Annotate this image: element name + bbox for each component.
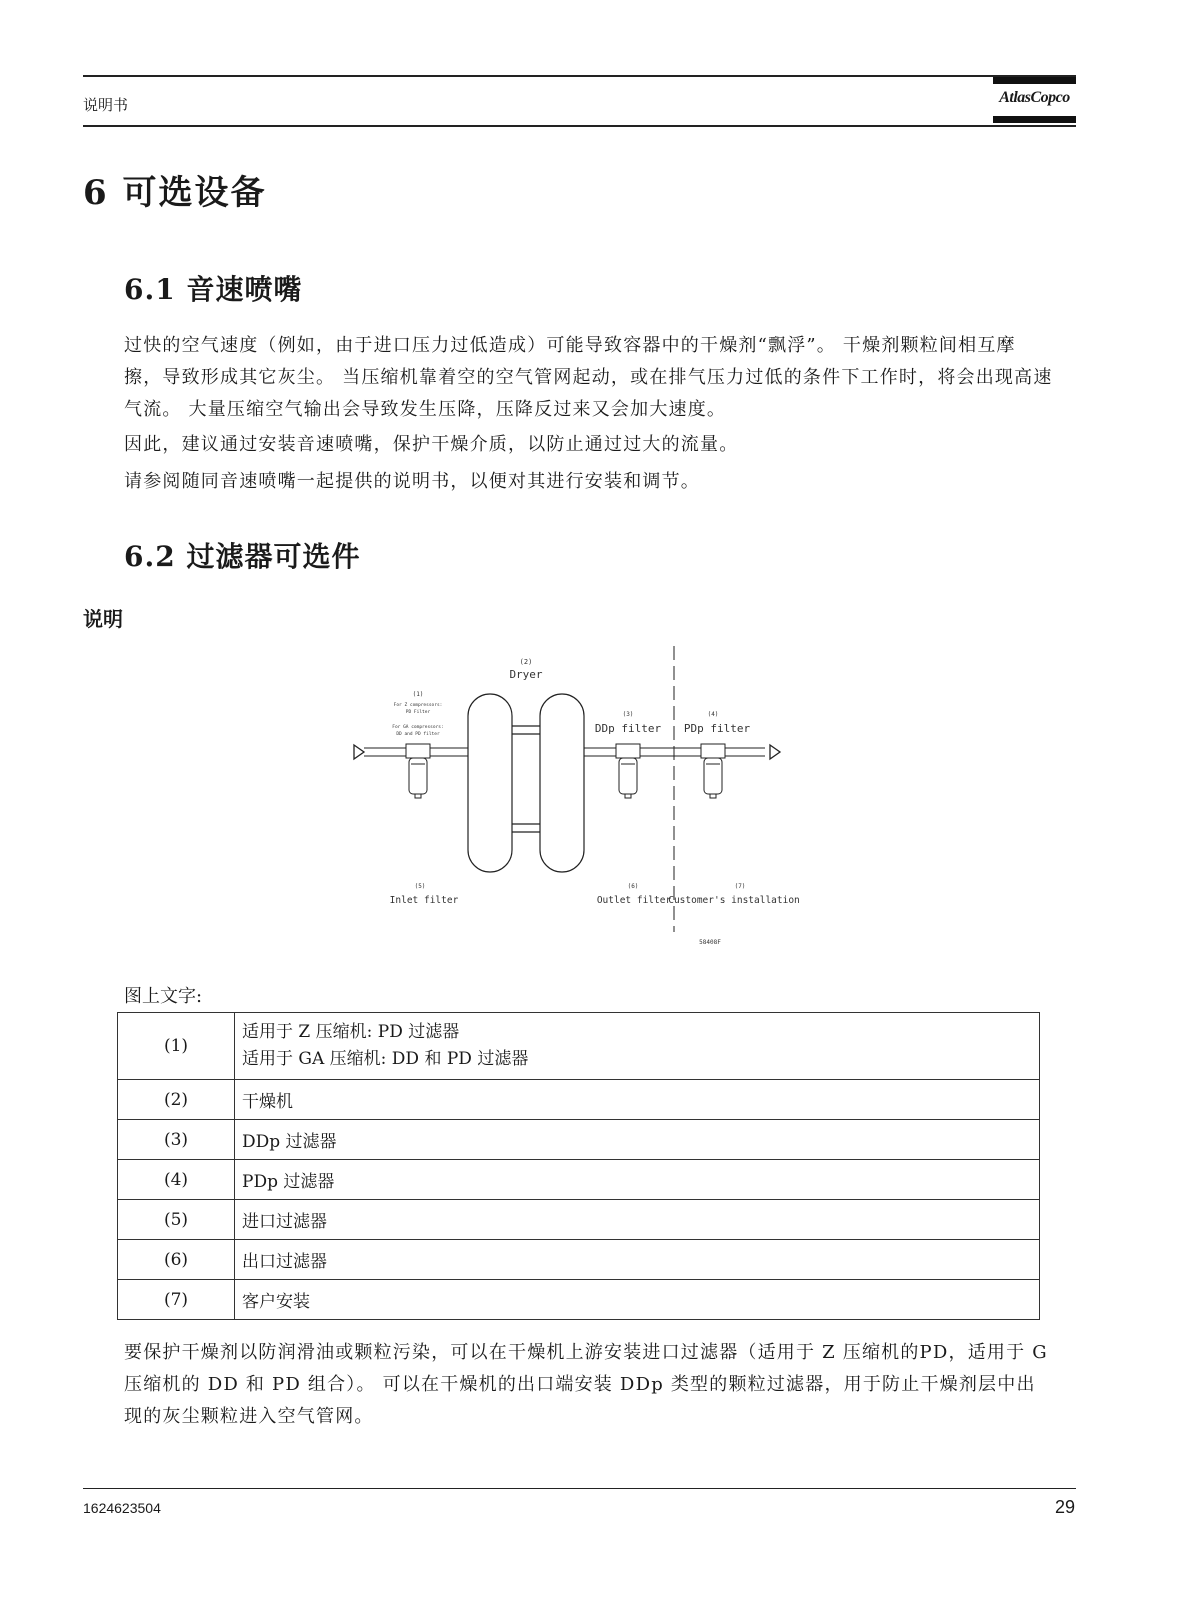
outlet-label: Outlet filter bbox=[596, 895, 672, 906]
header-bottom-rule bbox=[83, 125, 1076, 127]
chapter-title: 6 可选设备 bbox=[83, 173, 267, 213]
dryer-number: (2) bbox=[519, 658, 533, 666]
table-row bbox=[118, 1120, 1040, 1160]
document-number: 1624623504 bbox=[83, 1500, 161, 1516]
inlet-number: (5) bbox=[414, 883, 426, 890]
legend-number: (6) bbox=[118, 1240, 235, 1280]
ddp-number: (3) bbox=[622, 711, 634, 718]
legend-text: DDp 过滤器 bbox=[235, 1120, 1040, 1160]
legend-table bbox=[117, 1012, 1040, 1320]
diagram-code: 58408F bbox=[699, 939, 721, 946]
table-row bbox=[118, 1200, 1040, 1240]
legend-number: (5) bbox=[118, 1200, 235, 1240]
section1-paragraph-3: 请参阅随同音速喷嘴一起提供的说明书，以便对其进行安装和调节。 bbox=[124, 471, 700, 492]
legend-caption: 图上文字: bbox=[124, 986, 203, 1007]
pdp-filter-icon bbox=[701, 744, 725, 798]
legend-text: 进口过滤器 bbox=[235, 1200, 1040, 1240]
filter1-line3: For GA compressors: bbox=[392, 725, 444, 730]
pdp-number: (4) bbox=[707, 711, 719, 718]
section1-paragraph-1: 过快的空气速度（例如，由于进口压力过低造成）可能导致容器中的干燥剂“飘浮”。 干燥剂颗粒间相互摩擦，导致形成其它灰尘。 当压缩机靠着空的空气管网起动，或在排气压力过低的条件下工作时，将会出现高速气流。 大量压缩空气输出会导致发生压降，压降反过来又会加大速度。 bbox=[124, 335, 1053, 420]
legend-text: 干燥机 bbox=[235, 1080, 1040, 1120]
description-label: 说明 bbox=[83, 607, 123, 631]
filter-diagram bbox=[340, 642, 810, 952]
filter1-line2: PD Filter bbox=[405, 710, 431, 715]
outlet-number: (6) bbox=[627, 883, 639, 890]
table-row bbox=[118, 1013, 1040, 1080]
legend-text: 客户安装 bbox=[235, 1280, 1040, 1320]
closing-paragraph: 要保护干燥剂以防润滑油或颗粒污染，可以在干燥机上游安装进口过滤器（适用于 Z 压缩机的PD，适用于 G 压缩机的 DD 和 PD 组合）。 可以在干燥机的出口端安装 DDp 类型的颗粒过滤器，用于防止干燥剂层中出现的灰尘颗粒进入空气管网。 bbox=[124, 1342, 1048, 1427]
page-number: 29 bbox=[1054, 1497, 1075, 1517]
legend-number: (1) bbox=[118, 1013, 235, 1080]
pdp-label: PDp filter bbox=[683, 722, 751, 735]
legend-text: PDp 过滤器 bbox=[235, 1160, 1040, 1200]
table-row bbox=[118, 1280, 1040, 1320]
legend-number: (2) bbox=[118, 1080, 235, 1120]
header-title: 说明书 bbox=[83, 96, 129, 114]
dryer-vessels bbox=[468, 694, 584, 872]
ddp-label: DDp filter bbox=[594, 722, 662, 735]
table-row bbox=[118, 1240, 1040, 1280]
section1-paragraph-2: 因此，建议通过安装音速喷嘴，保护干燥介质，以防止通过过大的流量。 bbox=[124, 434, 739, 455]
legend-number: (3) bbox=[118, 1120, 235, 1160]
table-row bbox=[118, 1080, 1040, 1120]
legend-text bbox=[235, 1013, 1040, 1080]
legend-number: (7) bbox=[118, 1280, 235, 1320]
inlet-filter-icon bbox=[406, 744, 430, 798]
ddp-filter-icon bbox=[616, 744, 640, 798]
header-top-rule bbox=[83, 75, 1076, 77]
legend-text-line: 适用于 GA 压缩机: DD 和 PD 过滤器 bbox=[242, 1049, 529, 1069]
filter1-line1: For Z compressors: bbox=[393, 703, 443, 708]
dryer-label: Dryer bbox=[509, 668, 543, 681]
customer-number: (7) bbox=[734, 883, 746, 890]
legend-text: 出口过滤器 bbox=[235, 1240, 1040, 1280]
inlet-arrow-icon bbox=[354, 745, 364, 759]
customer-label: Customer's installation bbox=[668, 895, 800, 906]
legend-number: (4) bbox=[118, 1160, 235, 1200]
filter1-number: (1) bbox=[412, 691, 424, 698]
atlas-copco-logo bbox=[993, 77, 1076, 123]
inlet-label: Inlet filter bbox=[389, 895, 459, 906]
footer-rule bbox=[83, 1488, 1076, 1489]
table-row bbox=[118, 1160, 1040, 1200]
filter1-line4: DD and PD filter bbox=[396, 732, 440, 737]
legend-text-line: 适用于 Z 压缩机: PD 过滤器 bbox=[242, 1022, 460, 1042]
logo-text: AtlasCopco bbox=[999, 89, 1070, 106]
section-title-6-1: 6.1 音速喷嘴 bbox=[124, 273, 303, 306]
section-title-6-2: 6.2 过滤器可选件 bbox=[124, 540, 361, 573]
outlet-arrow-icon bbox=[770, 745, 780, 759]
